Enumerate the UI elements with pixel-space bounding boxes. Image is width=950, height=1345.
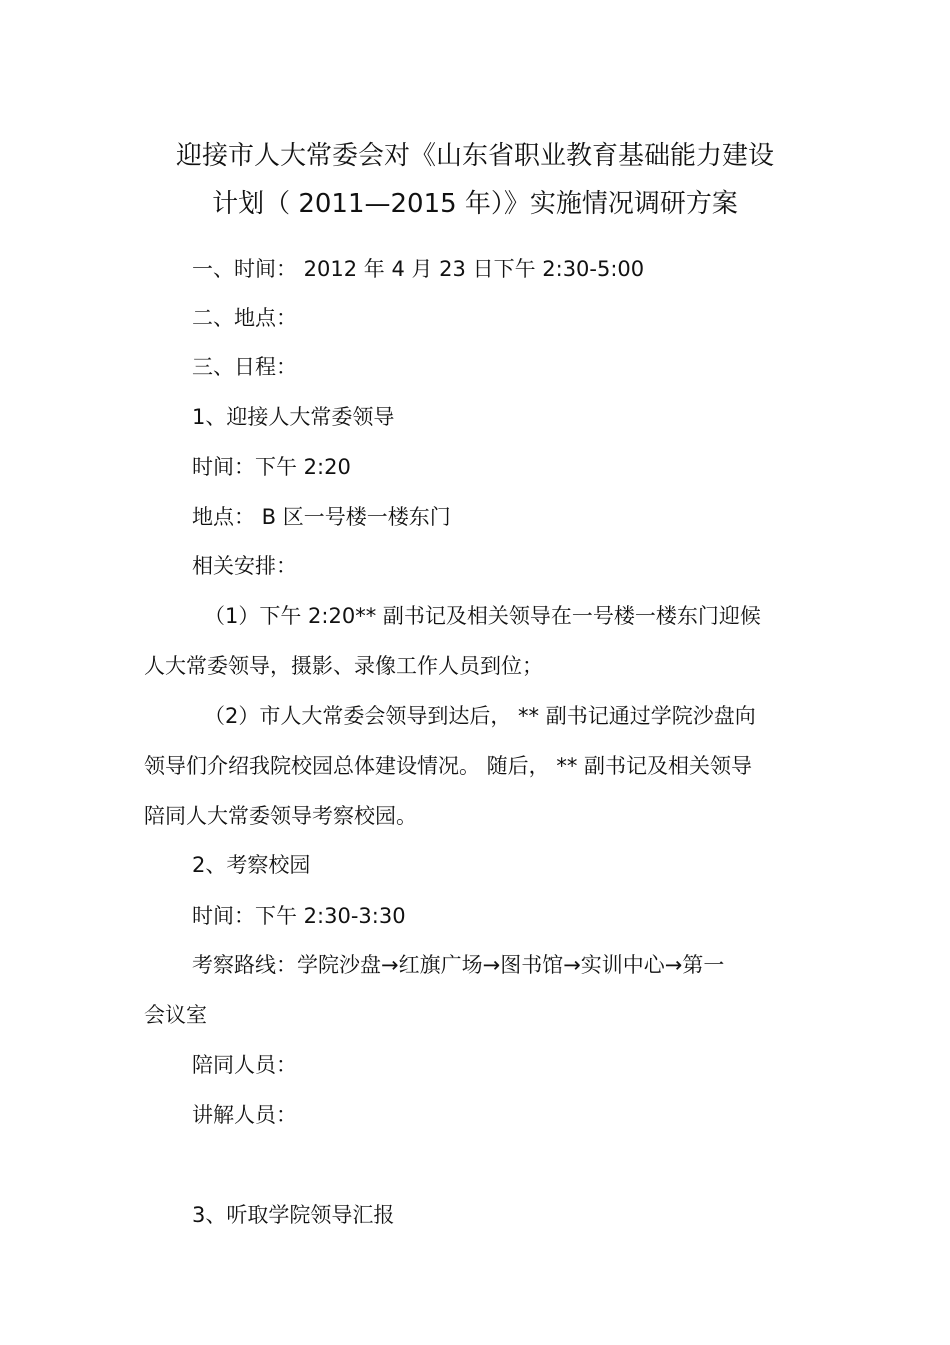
paragraph-line: 讲解人员： [192, 1103, 297, 1127]
paragraph-line: 三、日程： [192, 355, 297, 379]
paragraph-line: 时间：下午 2:20 [192, 455, 351, 479]
paragraph-line: 时间：下午 2:30-3:30 [192, 904, 406, 928]
paragraph-line: （2）市人大常委会领导到达后， ** 副书记通过学院沙盘向 [204, 704, 756, 728]
paragraph-line: 1、迎接人大常委领导 [192, 405, 395, 429]
document-title-line-1: 迎接市人大常委会对《山东省职业教育基础能力建设 [175, 141, 774, 171]
paragraph-line: 陪同人大常委领导考察校园。 [144, 804, 417, 828]
paragraph-line: 一、时间： 2012 年 4 月 23 日下午 2:30-5:00 [192, 257, 645, 281]
paragraph-line: 会议室 [144, 1003, 207, 1027]
paragraph-line: 相关安排： [192, 554, 297, 578]
paragraph-line: 考察路线：学院沙盘→红旗广场→图书馆→实训中心→第一 [192, 953, 725, 977]
paragraph-line: 陪同人员： [192, 1053, 297, 1077]
paragraph-line: 二、地点： [192, 306, 297, 330]
paragraph-line: 领导们介绍我院校园总体建设情况。 随后， ** 副书记及相关领导 [144, 754, 753, 778]
paragraph-line: 2、考察校园 [192, 853, 311, 877]
paragraph-line: （1）下午 2:20** 副书记及相关领导在一号楼一楼东门迎候 [204, 604, 761, 628]
paragraph-line: 地点： B 区一号楼一楼东门 [192, 505, 451, 529]
document-title-line-2: 计划（ 2011—2015 年）》实施情况调研方案 [212, 189, 738, 219]
paragraph-line: 3、听取学院领导汇报 [192, 1203, 395, 1227]
paragraph-line: 人大常委领导，摄影、录像工作人员到位； [144, 654, 543, 678]
